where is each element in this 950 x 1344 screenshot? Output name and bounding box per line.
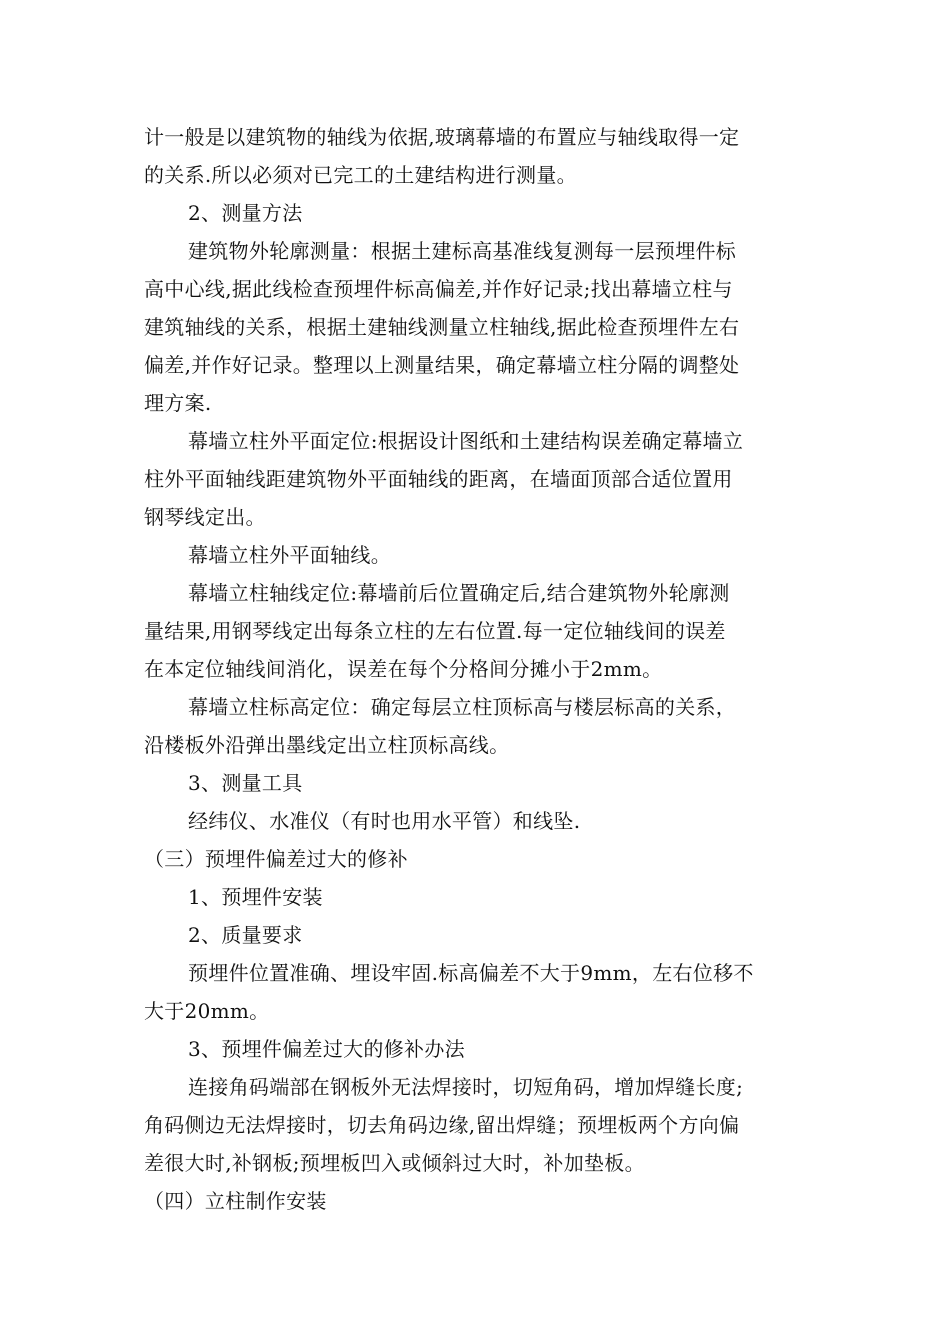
paragraph-line: 大于20mm。	[144, 999, 270, 1023]
paragraph-line: 幕墙立柱外平面定位:根据设计图纸和土建结构误差确定幕墙立	[188, 429, 744, 453]
paragraph-line: 幕墙立柱轴线定位:幕墙前后位置确定后,结合建筑物外轮廓测	[188, 581, 730, 605]
section-heading: 2、测量方法	[188, 201, 303, 225]
paragraph-line: 连接角码端部在钢板外无法焊接时，切短角码，增加焊缝长度;	[188, 1075, 744, 1099]
section-heading: 2、质量要求	[188, 923, 303, 947]
chapter-heading: （三）预埋件偏差过大的修补	[144, 847, 408, 871]
paragraph-line: 偏差,并作好记录。整理以上测量结果，确定幕墙立柱分隔的调整处	[144, 353, 740, 377]
paragraph-line: 柱外平面轴线距建筑物外平面轴线的距离，在墙面顶部合适位置用	[144, 467, 733, 491]
paragraph-line: 幕墙立柱外平面轴线。	[188, 543, 391, 567]
section-heading: 1、预埋件安装	[188, 885, 323, 909]
section-heading: 3、测量工具	[188, 771, 303, 795]
paragraph-line: 建筑轴线的关系，根据土建轴线测量立柱轴线,据此检查预埋件左右	[144, 315, 740, 339]
paragraph-line: 高中心线,据此线检查预埋件标高偏差,并作好记录;找出幕墙立柱与	[144, 277, 733, 301]
chapter-heading: （四）立柱制作安装	[144, 1189, 327, 1213]
paragraph-line: 预埋件位置准确、埋设牢固.标高偏差不大于9mm，左右位移不	[188, 961, 754, 985]
paragraph-line: 量结果,用钢琴线定出每条立柱的左右位置.每一定位轴线间的误差	[144, 619, 726, 643]
paragraph-line: 经纬仪、水准仪（有时也用水平管）和线坠.	[188, 809, 581, 833]
paragraph-line: 差很大时,补钢板;预埋板凹入或倾斜过大时，补加垫板。	[144, 1151, 645, 1175]
paragraph-line: 钢琴线定出。	[144, 505, 266, 529]
paragraph-line: 计一般是以建筑物的轴线为依据,玻璃幕墙的布置应与轴线取得一定	[144, 125, 740, 149]
paragraph-line: 在本定位轴线间消化，误差在每个分格间分摊小于2mm。	[144, 657, 663, 681]
paragraph-line: 幕墙立柱标高定位：确定每层立柱顶标高与楼层标高的关系，	[188, 695, 737, 719]
paragraph-line: 建筑物外轮廓测量：根据土建标高基准线复测每一层预埋件标	[188, 239, 737, 263]
paragraph-line: 沿楼板外沿弹出墨线定出立柱顶标高线。	[144, 733, 510, 757]
paragraph-line: 的关系.所以必须对已完工的土建结构进行测量。	[144, 163, 577, 187]
paragraph-line: 角码侧边无法焊接时，切去角码边缘,留出焊缝；预埋板两个方向偏	[144, 1113, 740, 1137]
section-heading: 3、预埋件偏差过大的修补办法	[188, 1037, 465, 1061]
paragraph-line: 理方案.	[144, 391, 212, 415]
